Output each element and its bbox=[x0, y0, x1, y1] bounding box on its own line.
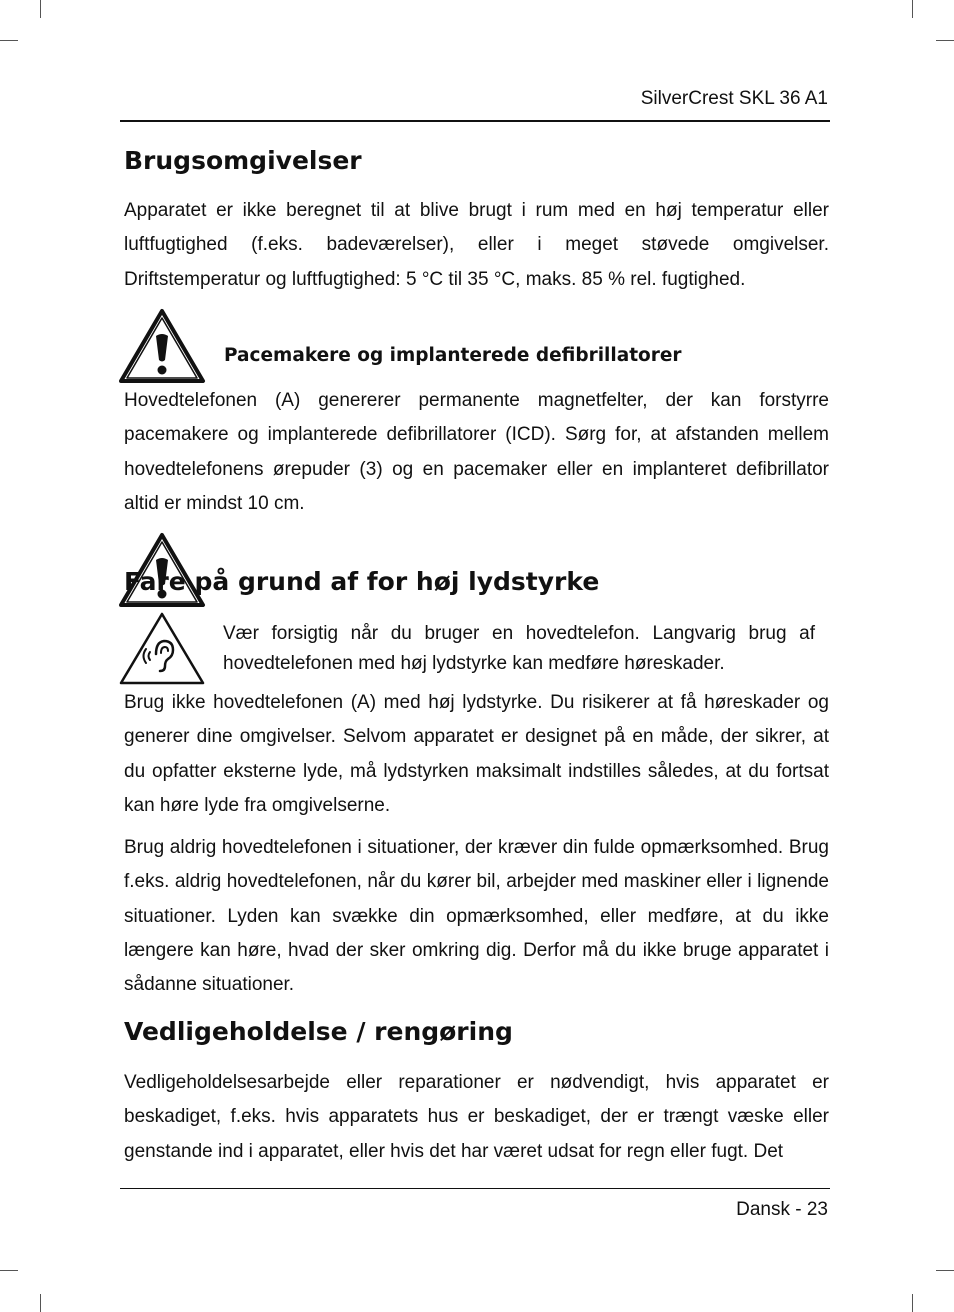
volume-body-1: Brug ikke hovedtelefonen (A) med høj lydstyrke. Du risikerer at få høreskader og generer dine omgivelser. Selvom apparatet er designet på en måde, der sikrer, at du opfatter eksterne lyde, må lydstyrken maksimalt indstilles således, at du fortsat kan høre lyde fra omgivelserne. bbox=[124, 692, 829, 816]
maintenance-body: Vedligeholdelsesarbejde eller reparationer er nødvendigt, hvis apparatet er beskadiget, f.eks. hvis apparatets hus er beskadiget, der er trængt væske eller genstande ind i apparatet, eller hvis det har været udsat for regn eller fugt. Det bbox=[124, 1072, 829, 1162]
environment-body: Apparatet er ikke beregnet til at blive brugt i rum med en høj temperatur eller luftfugtighed (f.eks. badeværelser), eller i meget støvede omgivelser. Driftstemperatur og luftfugtighed: 5 °C til 35 °C, maks. 85 % rel. fugtighed. bbox=[124, 200, 829, 290]
section-title-environment: Brugsomgivelser bbox=[124, 146, 362, 175]
page-header: SilverCrest SKL 36 A1 bbox=[640, 88, 828, 109]
page-number: Dansk - 23 bbox=[736, 1199, 828, 1220]
section-title-volume: Fare på grund af for høj lydstyrke bbox=[124, 567, 600, 596]
section-title-pacemaker: Pacemakere og implanterede defibrillatorer bbox=[224, 345, 682, 366]
crop-mark bbox=[912, 1294, 913, 1312]
warning-triangle-icon bbox=[118, 308, 206, 384]
header-rule bbox=[120, 120, 830, 122]
section-title-maintenance: Vedligeholdelse / rengøring bbox=[124, 1017, 513, 1046]
hearing-note: Vær forsigtig når du bruger en hovedtelefon. Langvarig brug af hovedtelefonen med høj lydstyrke kan medføre høreskader. bbox=[223, 623, 815, 674]
crop-mark bbox=[40, 1294, 41, 1312]
crop-mark bbox=[936, 40, 954, 41]
crop-mark bbox=[936, 1270, 954, 1271]
volume-body-2: Brug aldrig hovedtelefonen i situationer, der kræver din fulde opmærksomhed. Brug f.eks. aldrig hovedtelefonen, når du kører bil, arbejder med maskiner eller i lignende situationer. Lyden kan svække din opmærksomhed, eller medføre, at du ikke længere kan høre, hvad der sker omkring dig. Derfor må du ikke bruge apparatet i sådanne situationer. bbox=[124, 837, 829, 996]
crop-mark bbox=[912, 0, 913, 18]
crop-mark bbox=[0, 1270, 18, 1271]
crop-mark bbox=[0, 40, 18, 41]
crop-mark bbox=[40, 0, 41, 18]
pacemaker-body: Hovedtelefonen (A) genererer permanente magnetfelter, der kan forstyrre pacemakere og implanterede defibrillatorer (ICD). Sørg for, at afstanden mellem hovedtelefonens ørepuder (3) og en pacemaker eller en implanteret defibrillator altid er mindst 10 cm. bbox=[124, 390, 829, 514]
hearing-damage-icon bbox=[118, 610, 206, 686]
footer-rule bbox=[120, 1188, 830, 1189]
